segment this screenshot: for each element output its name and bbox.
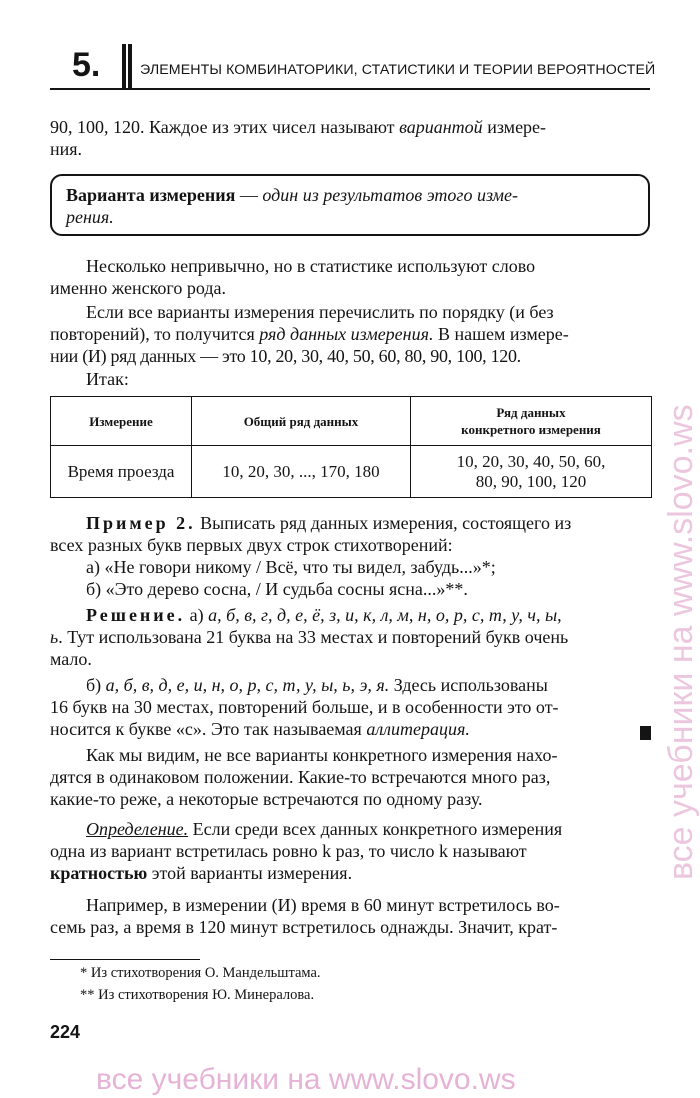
definition-term: Варианта измерения bbox=[66, 185, 236, 205]
footnote-1: * Из стихотворения О. Мандельштама. bbox=[80, 965, 321, 981]
gender-line-1: Несколько непривычно, но в статистике используют слово bbox=[86, 256, 536, 276]
definition-box bbox=[50, 174, 650, 236]
example-para-line-2: семь раз, а время в 120 минут встретилось однажды. Значит, крат- bbox=[50, 917, 558, 937]
table-row bbox=[51, 446, 652, 498]
series-line-2 bbox=[50, 323, 569, 345]
solution-b-text-3: носится к букве «с». Это так называемая bbox=[50, 719, 367, 739]
solution-b-prefix: б) bbox=[86, 675, 106, 695]
multiplicity-line-3 bbox=[50, 862, 352, 884]
table-header-specific bbox=[411, 397, 652, 446]
qed-mark bbox=[640, 726, 651, 740]
definition-dash: — bbox=[235, 185, 263, 205]
solution-b-line-1 bbox=[86, 674, 548, 696]
header-rule bbox=[50, 88, 650, 90]
example-label: Пример 2. bbox=[86, 513, 196, 533]
positions-line-1: Как мы видим, не все варианты конкретного измерения нахо- bbox=[86, 745, 558, 765]
example-item-b: б) «Это дерево сосна, / И судьба сосны ясна...»**. bbox=[86, 579, 468, 599]
intro-text: 90, 100, 120. Каждое из этих чисел называют bbox=[50, 117, 400, 137]
footnote-rule bbox=[50, 959, 200, 960]
intro-line-1 bbox=[50, 116, 546, 138]
multiplicity-text: Если среди всех данных конкретного измерения bbox=[188, 819, 563, 839]
intro-line-2: ния. bbox=[50, 139, 83, 159]
watermark-bottom: все учебники на www.slovo.ws bbox=[96, 1063, 516, 1096]
series-text: повторений), то получится bbox=[50, 324, 260, 344]
solution-label: Решение. bbox=[86, 605, 186, 625]
example-item-a: а) «Не говори никому / Всё, что ты видел, забудь...»*; bbox=[86, 557, 496, 577]
table-header-specific-2: конкретного измерения bbox=[461, 422, 601, 437]
multiplicity-term: кратностью bbox=[50, 863, 148, 883]
table-cell-specific-2: 80, 90, 100, 120 bbox=[475, 471, 587, 491]
multiplicity-text-3: этой варианты измерения. bbox=[147, 863, 353, 883]
intro-text-end: измере- bbox=[482, 117, 547, 137]
table-cell-general: 10, 20, 30, ..., 170, 180 bbox=[192, 446, 411, 498]
solution-a-letter: ь bbox=[50, 627, 59, 647]
table-header-specific-1: Ряд данных bbox=[496, 405, 566, 420]
page-number: 224 bbox=[50, 1022, 81, 1042]
chapter-number: 5. bbox=[72, 46, 101, 84]
definition-line-1 bbox=[66, 184, 634, 206]
positions-line-3: какие-то реже, а некоторые встречаются по одному разу. bbox=[50, 789, 483, 809]
header-divider bbox=[122, 44, 126, 88]
solution-line-3: мало. bbox=[50, 649, 92, 669]
solution-line-2 bbox=[50, 626, 568, 648]
footnote-2: ** Из стихотворения Ю. Минералова. bbox=[80, 987, 315, 1003]
table-header-measure: Измерение bbox=[51, 397, 192, 446]
itak: Итак: bbox=[86, 369, 129, 389]
multiplicity-line-1 bbox=[86, 818, 562, 840]
table-header-general: Общий ряд данных bbox=[192, 397, 411, 446]
watermark-side-text: все учебники на www.slovo.ws bbox=[662, 404, 700, 880]
table-cell-name: Время проезда bbox=[51, 446, 192, 498]
table-cell-specific bbox=[411, 446, 652, 498]
multiplicity-line-2: одна из вариант встретилась ровно k раз, то число k называют bbox=[50, 841, 527, 861]
series-text-end: В нашем измере- bbox=[433, 324, 569, 344]
definition-body-2: рения. bbox=[66, 207, 114, 227]
solution-a-letters: а, б, в, г, д, е, ё, з, и, к, л, м, н, о, р, с, т, у, ч, ы, bbox=[208, 605, 562, 625]
series-line-1: Если все варианты измерения перечислить по порядку (и без bbox=[86, 302, 554, 322]
solution-b-line-2: 16 букв на 30 местах, повторений больше, и в особенности это от- bbox=[50, 697, 559, 717]
solution-line-1 bbox=[86, 604, 562, 626]
series-line-3: нии (И) ряд данных — это 10, 20, 30, 40, 50, 60, 80, 90, 100, 120. bbox=[50, 346, 521, 366]
chapter-title: ЭЛЕМЕНТЫ КОМБИНАТОРИКИ, СТАТИСТИКИ И ТЕОРИИ ВЕРОЯТНОСТЕЙ bbox=[140, 62, 656, 78]
solution-a-prefix: а) bbox=[185, 605, 209, 625]
definition-line-2 bbox=[66, 206, 634, 228]
definition-body: один из результатов этого изме- bbox=[262, 185, 518, 205]
example-line-2: всех разных букв первых двух строк стихотворений: bbox=[50, 535, 453, 555]
solution-b-term: аллитерация. bbox=[366, 719, 470, 739]
header-divider-2 bbox=[128, 44, 132, 88]
table-header-row bbox=[51, 397, 652, 446]
gender-line-2: именно женского рода. bbox=[50, 278, 226, 298]
example-text: Выписать ряд данных измерения, состоящего из bbox=[195, 513, 572, 533]
example-line-1 bbox=[86, 512, 571, 534]
data-table bbox=[50, 396, 652, 498]
solution-b-text: Здесь использованы bbox=[389, 675, 548, 695]
solution-b-letters: а, б, в, д, е, и, н, о, р, с, т, у, ы, ь, э, я. bbox=[105, 675, 390, 695]
example-para-line-1: Например, в измерении (И) время в 60 минут встретилось во- bbox=[86, 895, 560, 915]
solution-a-text: . Тут использована 21 буква на 33 местах и повторений букв очень bbox=[58, 627, 569, 647]
series-term: ряд данных измерения. bbox=[259, 324, 434, 344]
solution-b-line-3 bbox=[50, 718, 470, 740]
positions-line-2: дятся в одинаковом положении. Какие-то встречаются много раз, bbox=[50, 767, 551, 787]
intro-term: вариантой bbox=[399, 117, 483, 137]
watermark-side bbox=[662, 404, 700, 920]
multiplicity-label: Определение. bbox=[86, 819, 189, 839]
table-cell-specific-1: 10, 20, 30, 40, 50, 60, bbox=[456, 451, 606, 471]
